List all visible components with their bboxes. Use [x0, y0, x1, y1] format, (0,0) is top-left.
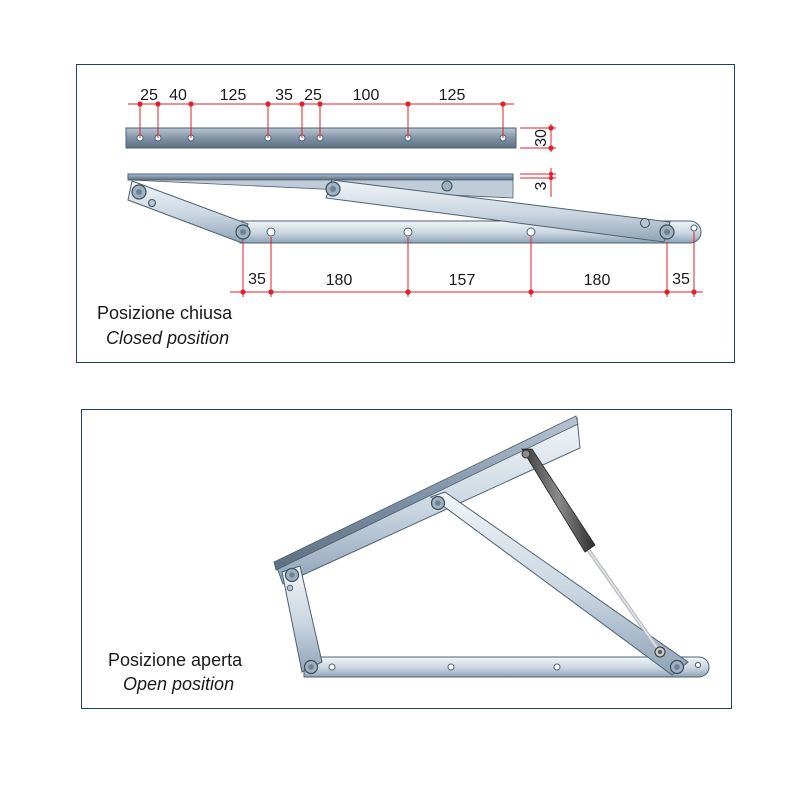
caption-closed-en-text: Closed position: [106, 328, 230, 348]
gas-spring: [522, 449, 665, 657]
top-frame-angle: [128, 174, 513, 180]
dim-top-5: 25: [304, 87, 322, 104]
dim-top-7: 125: [438, 87, 466, 104]
open-lid-flange: [274, 416, 578, 570]
dim-bottom-4: 180: [583, 272, 611, 289]
caption-closed-it: Posizione chiusa: [97, 303, 233, 323]
open-mechanism: [274, 416, 709, 677]
dim-top-2: 40: [169, 87, 187, 104]
dim-top-6: 100: [352, 87, 380, 104]
caption-open-en: [123, 673, 234, 695]
dim-gap: 3: [533, 181, 550, 191]
caption-open-it: Posizione aperta: [108, 650, 243, 670]
closed-mechanism: [126, 128, 701, 243]
dim-bottom-1: 35: [248, 271, 266, 288]
dim-height: 30: [533, 129, 550, 147]
dim-bottom-2: 180: [325, 272, 353, 289]
open-short-link: [282, 566, 322, 672]
open-long-link: [431, 492, 688, 675]
caption-closed-en: [106, 327, 229, 349]
dim-top-3: 125: [219, 87, 247, 104]
dim-top-4: 35: [275, 87, 293, 104]
dim-top-1: 25: [140, 87, 158, 104]
dim-bottom-5: 35: [672, 271, 690, 288]
caption-open-en-text: Open position: [123, 674, 235, 694]
dim-bottom-3: 157: [448, 272, 476, 289]
open-base-bar: [304, 657, 709, 677]
